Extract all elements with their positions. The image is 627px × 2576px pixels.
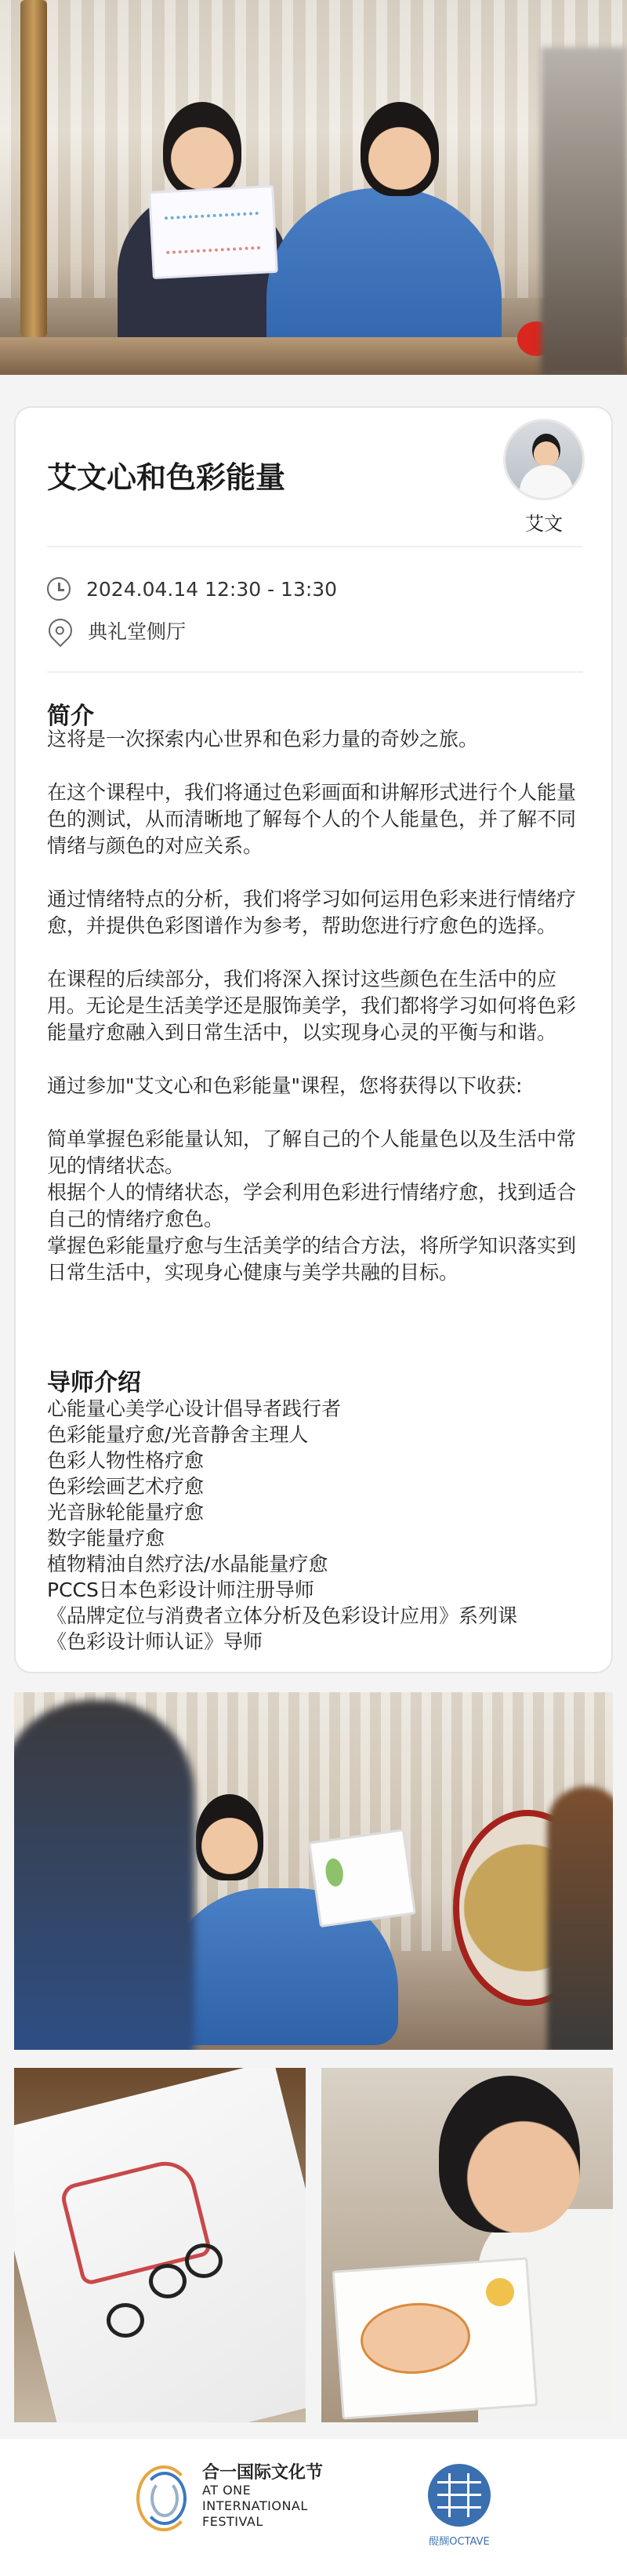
mentor-line: 心能量心美学心设计倡导者践行者: [47, 1397, 342, 1420]
wheel-sketch: [185, 2244, 223, 2278]
blurred-foreground: [547, 1786, 613, 2050]
festival-logo-icon: [133, 2458, 196, 2539]
gain-item: 根据个人的情绪状态，学会利用色彩进行情绪疗愈，找到适合自己的情绪疗愈色。: [47, 1181, 577, 1230]
blurred-foreground: [541, 47, 627, 375]
avatar-head: [532, 434, 560, 467]
divider: [47, 546, 583, 547]
divider: [47, 671, 583, 673]
event-info-card: [14, 406, 613, 1673]
mentor-line: 色彩人物性格疗愈: [47, 1449, 205, 1472]
gain-item: 掌握色彩能量疗愈与生活美学的结合方法，将所学知识落实到日常生活中，实现身心健康与美学共融的目标。: [47, 1234, 577, 1284]
mentor-heading: 导师介绍: [47, 1369, 141, 1397]
mentor-line: 色彩能量疗愈/光音静舍主理人: [47, 1423, 309, 1446]
mentor-line: 《品牌定位与消费者立体分析及色彩设计应用》系列课: [47, 1604, 518, 1627]
drawing-paper: [308, 1829, 416, 1927]
festival-en-line: FESTIVAL: [202, 2514, 263, 2529]
pig-drawing-photo: [321, 2068, 613, 2422]
workshop-photo: [14, 1692, 613, 2050]
clock-icon: [47, 577, 71, 601]
car-drawing-photo: [14, 2068, 306, 2422]
mentor-line: 光音脉轮能量疗愈: [47, 1501, 205, 1524]
drawing-paper: [148, 185, 278, 279]
wheel-sketch: [107, 2303, 144, 2338]
host-name: 艾文: [525, 513, 563, 535]
man-head: [439, 2076, 580, 2233]
intro-paragraph: 在这个课程中，我们将通过色彩画面和讲解形式进行个人能量色的测试，从而清晰地了解每个人的个人能量色，并了解不同情绪与颜色的对应关系。: [47, 781, 577, 857]
event-time-row: [47, 577, 337, 601]
event-datetime: 2024.04.14 12:30 - 13:30: [86, 577, 338, 601]
intro-paragraph: 通过参加"艾文心和色彩能量"课程，您将获得以下收获:: [47, 1074, 523, 1097]
man-head: [196, 1794, 263, 1880]
festival-en-line: INTERNATIONAL: [202, 2498, 308, 2513]
mentor-line: 色彩绘画艺术疗愈: [47, 1475, 205, 1498]
woman-head: [163, 102, 241, 196]
intro-body: [47, 726, 588, 1286]
event-title: 艾文心和色彩能量: [47, 460, 286, 495]
mentor-list: [47, 1396, 588, 1655]
festival-name-en: [202, 2483, 308, 2530]
intro-heading: 简介: [47, 703, 94, 730]
blurred-foreground: [14, 1700, 194, 2050]
intro-paragraph: 这将是一次探索内心世界和色彩力量的奇妙之旅。: [47, 728, 479, 750]
mentor-line: 植物精油自然疗法/水晶能量疗愈: [47, 1553, 328, 1575]
mentor-line: 《色彩设计师认证》导师: [47, 1630, 263, 1653]
octave-logo-icon: [428, 2464, 491, 2527]
octave-name: 醍醐OCTAVE: [429, 2536, 490, 2548]
event-location: 典礼堂侧厅: [88, 620, 187, 643]
festival-name-cn: 合一国际文化节: [202, 2463, 324, 2483]
man-head: [361, 102, 439, 196]
intro-paragraph: 在课程的后续部分，我们将深入探讨这些颜色在生活中的应用。无论是生活美学还是服饰美学，我们都将学习如何将色彩能量疗愈融入到日常生活中，以实现身心灵的平衡与和谐。: [47, 968, 577, 1044]
wheel-sketch: [149, 2264, 187, 2298]
pin-icon: [44, 614, 77, 647]
wooden-pole: [20, 0, 47, 337]
footer: [0, 2439, 627, 2576]
mentor-line: 数字能量疗愈: [47, 1527, 165, 1550]
host-avatar[interactable]: [503, 419, 585, 500]
intro-paragraph: 通过情绪特点的分析，我们将学习如何运用色彩来进行情绪疗愈，并提供色彩图谱作为参考，帮助您进行疗愈色的选择。: [47, 888, 577, 937]
event-location-row: [47, 616, 186, 645]
hero-photo: [0, 0, 627, 375]
sun-sketch: [486, 2278, 514, 2306]
avatar-body: [520, 465, 573, 500]
festival-en-line: AT ONE: [202, 2483, 252, 2498]
gain-item: 简单掌握色彩能量认知，了解自己的个人能量色以及生活中常见的情绪状态。: [47, 1128, 577, 1177]
mentor-line: PCCS日本色彩设计师注册导师: [47, 1579, 314, 1601]
